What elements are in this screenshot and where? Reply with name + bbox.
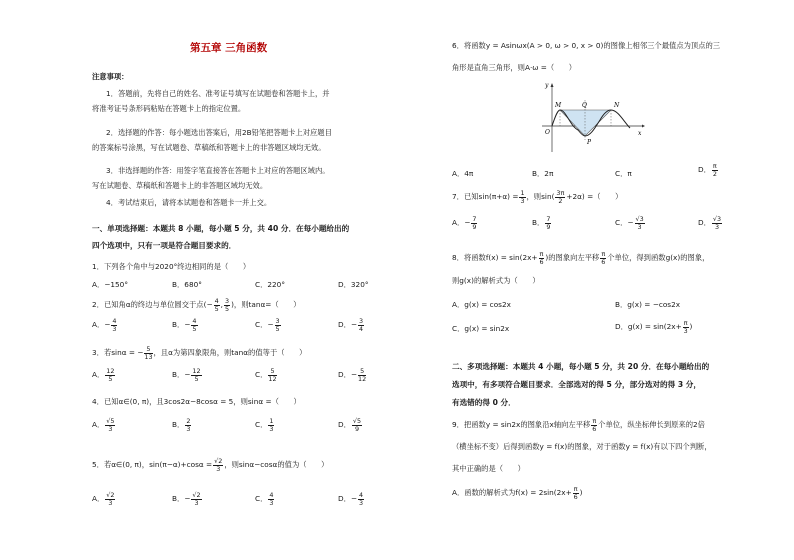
q2-point-x: $\frac{4}{5}$ (214, 297, 219, 313)
q6-sine-graph (538, 80, 648, 154)
notice-line: 的答案标号涂黑，写在试题卷、草稿纸和答题卡上的非答题区域均无效。 (92, 143, 326, 152)
graph-point-q: Q (582, 102, 587, 109)
q5-option-d[interactable]: D．− $\frac{4}{3}$ (338, 491, 364, 507)
q5-stem: 5．若α∈(0, π)，sin(π−α)+cosα = $\frac{√2}{3}$ ，则sinα−cosα的值为（ ） (92, 457, 329, 473)
q2-option-c[interactable]: C．− $\frac{3}{5}$ (255, 317, 280, 333)
section2-line1: 二、多项选择题：本题共 4 小题，每小题 5 分，共 20 分．在每小题给出的 (452, 362, 710, 371)
q8-option-d[interactable]: D．g(x) = sin(2x+ $\frac{\pi}{3}$ ) (615, 319, 693, 335)
notice-line: 将准考证号条形码粘贴在答题卡上的指定位置。 (92, 104, 246, 113)
graph-x-label: x (638, 130, 642, 137)
q8-option-c[interactable]: C．g(x) = sin2x (452, 324, 510, 333)
section2-line2: 选项中，有多项符合题目要求．全部选对的得 5 分，部分选对的得 3 分， (452, 380, 701, 389)
q1-option-d[interactable]: D．320° (338, 280, 369, 289)
graph-point-n: N (614, 102, 620, 109)
graph-y-label: y (545, 82, 549, 89)
graph-point-p: P (587, 139, 592, 146)
q1-option-b[interactable]: B．680° (172, 280, 202, 289)
graph-origin-label: O (545, 129, 550, 136)
q6-line2: 角形是直角三角形，则A·ω =（ ） (452, 63, 577, 72)
q6-option-c[interactable]: C．π (615, 169, 632, 178)
q3-option-c[interactable]: C． $\frac{5}{12}$ (255, 367, 277, 383)
q7-option-b[interactable]: B． $\frac{7}{9}$ (532, 215, 551, 231)
q4-option-a[interactable]: A． $\frac{√5}{3}$ (92, 417, 115, 433)
q6-option-b[interactable]: B．2π (532, 169, 554, 178)
q1-stem: 1．下列各个角中与2020°终边相同的是（ ） (92, 262, 251, 271)
q7-option-a[interactable]: A．− $\frac{7}{9}$ (452, 215, 477, 231)
q8-option-b[interactable]: B．g(x) = −cos2x (615, 300, 681, 309)
q8-line2: 则g(x)的解析式为（ ） (452, 276, 540, 285)
q3-option-d[interactable]: D．− $\frac{5}{12}$ (338, 367, 367, 383)
q2-stem-text: 2．已知角α的终边与单位圆交于点 (92, 300, 204, 310)
q4-stem: 4．已知α∈(0, π)，且3cos2α−8cosα = 5，则sinα =（ ） (92, 397, 301, 406)
section1-line1: 一、单项选择题：本题共 8 小题，每小题 5 分，共 40 分．在每小题给出的 (92, 224, 350, 233)
q8-option-a[interactable]: A．g(x) = cos2x (452, 300, 511, 309)
graph-point-m: M (555, 102, 562, 109)
q7-option-d[interactable]: D． $\frac{√3}{3}$ (698, 215, 722, 231)
q7-stem: 7．已知sin(π+α) = $\frac{1}{3}$ ，则sin( $\frac{3\pi}{2}$ +2α) =（ ） (452, 189, 623, 205)
q6-option-a[interactable]: A．4π (452, 169, 474, 178)
q3-option-a[interactable]: A． $\frac{12}{5}$ (92, 367, 115, 383)
notice-line: 2．选择题的作答：每小题选出答案后，用2B铅笔把答题卡上对应题目 (106, 128, 332, 137)
q2-stem: 2．已知角α的终边与单位圆交于点(− $\frac{4}{5}$ , $\frac{3}{5}$ )，则tanα=（ ） (92, 297, 301, 313)
notice-line: 1．答题前，先将自己的姓名、准考证号填写在试题卷和答题卡上，并 (106, 89, 330, 98)
q4-option-d[interactable]: D． $\frac{√5}{9}$ (338, 417, 362, 433)
q8-stem: 8．将函数f(x) = sin(2x+ $\frac{\pi}{6}$ )的图象向左平移 $\frac{\pi}{6}$ 个单位，得到函数g(x)的图象， (452, 250, 710, 266)
q2-option-b[interactable]: B．− $\frac{4}{5}$ (172, 317, 197, 333)
q6-option-d[interactable]: D． $\frac{\pi}{2}$ (698, 162, 717, 178)
q7-option-c[interactable]: C．− $\frac{√3}{3}$ (615, 215, 644, 231)
section1-line2: 四个选项中，只有一项是符合题目要求的． (92, 241, 237, 250)
q2-point-y: $\frac{3}{5}$ (224, 297, 230, 313)
q2-option-d[interactable]: D．− $\frac{3}{4}$ (338, 317, 364, 333)
q5-option-c[interactable]: C． $\frac{4}{3}$ (255, 491, 274, 507)
notice-line: 4．考试结束后，请将本试题卷和答题卡一并上交。 (106, 198, 272, 207)
q2-stem-end: ，则tanα=（ ） (233, 300, 301, 310)
q9-option-a[interactable]: A．函数的解析式为f(x) = 2sin(2x+ $\frac{\pi}{6}$ ) (452, 485, 583, 501)
q2-option-a[interactable]: A．− $\frac{4}{3}$ (92, 317, 117, 333)
q9-line1: 9．把函数y = sin2x的图象沿x轴向左平移 $\frac{\pi}{6}$ 个单位，纵坐标伸长到原来的2倍 (452, 417, 705, 433)
q5-option-b[interactable]: B．− $\frac{√2}{3}$ (172, 491, 201, 507)
notice-line: 写在试题卷、草稿纸和答题卡上的非答题区域均无效。 (92, 181, 268, 190)
q6-line1: 6．将函数y = Asinωx(A > 0, ω > 0, x > 0)的图像上相邻三个最值点为顶点的三 (452, 41, 721, 50)
q9-line2: （横坐标不变）后得到函数y = f(x)的图象，对于函数y = f(x)有以下四个判断， (452, 442, 712, 451)
q3-option-b[interactable]: B．− $\frac{12}{5}$ (172, 367, 201, 383)
q3-stem: 3．若sinα = − $\frac{5}{13}$ ，且α为第四象限角，则tanα的值等于（ ） (92, 345, 307, 361)
notice-line: 3．非选择题的作答：用签字笔直接答在答题卡上对应的答题区域内。 (106, 166, 330, 175)
section2-line3: 有选错的得 0 分． (452, 398, 516, 407)
q9-line3: 其中正确的是（ ） (452, 464, 525, 473)
q4-option-b[interactable]: B． $\frac{2}{3}$ (172, 417, 191, 433)
page-title: 第五章 三角函数 (190, 42, 268, 54)
q5-option-a[interactable]: A． $\frac{√2}{3}$ (92, 491, 115, 507)
q1-option-c[interactable]: C．220° (255, 280, 285, 289)
q1-option-a[interactable]: A．−150° (92, 280, 128, 289)
notice-heading: 注意事项： (92, 72, 129, 81)
q4-option-c[interactable]: C． $\frac{1}{3}$ (255, 417, 274, 433)
